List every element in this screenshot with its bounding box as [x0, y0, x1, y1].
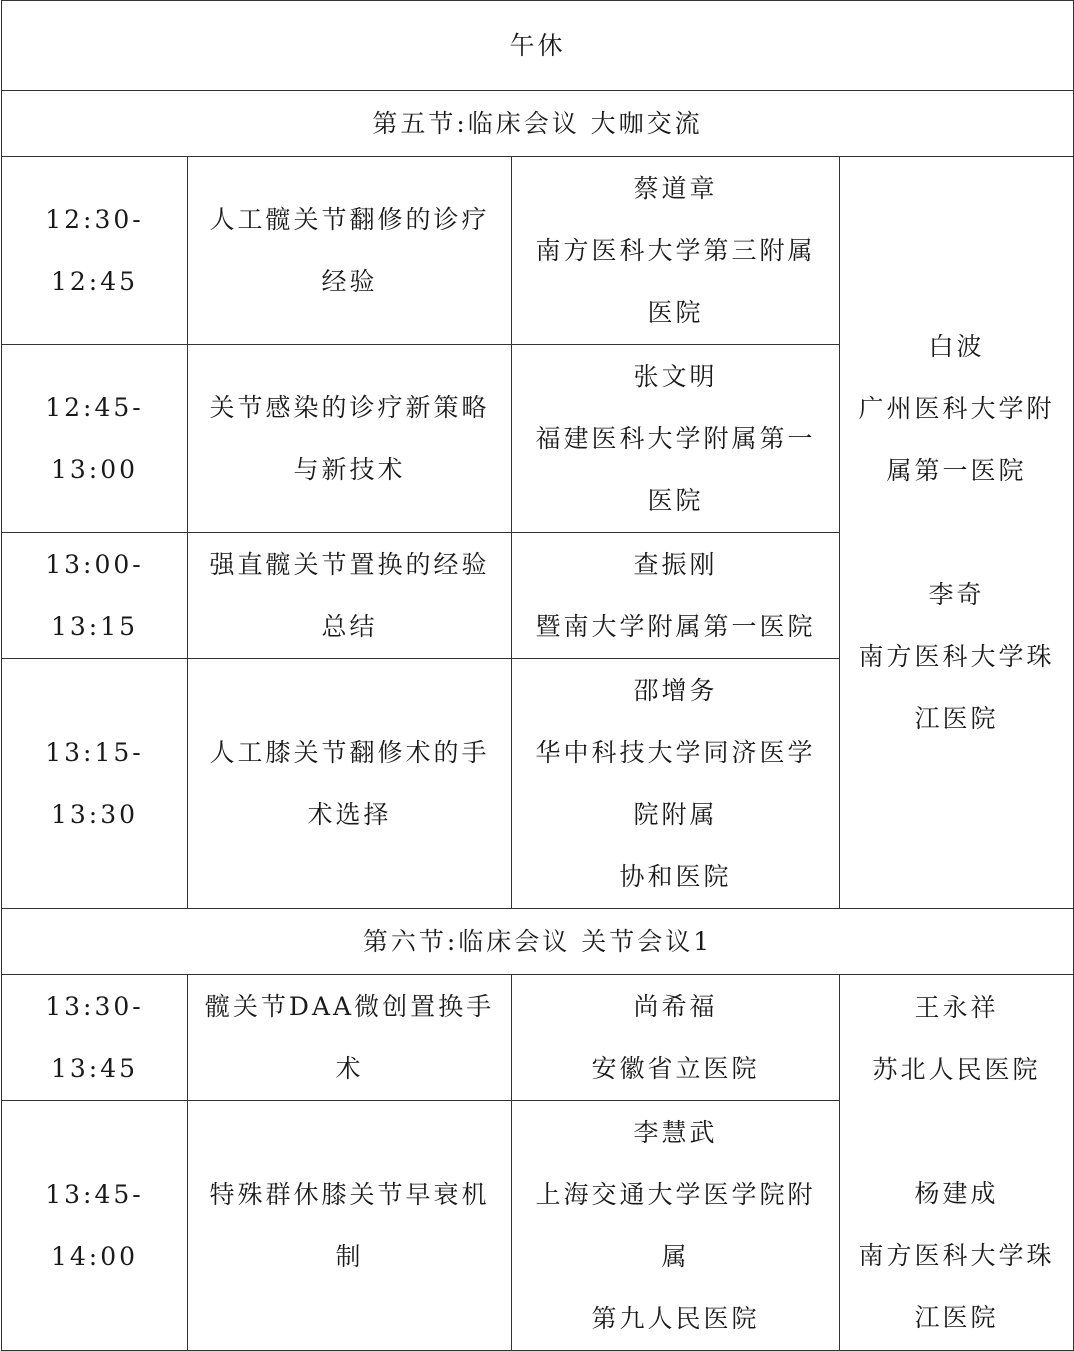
topic-line: 特殊群休膝关节早衰机	[209, 1179, 490, 1209]
speaker-name: 查振刚	[633, 549, 718, 579]
talk-topic	[188, 659, 512, 909]
topic-line: 经验	[321, 266, 378, 296]
time-slot: 13:00-13:15	[2, 533, 188, 659]
speaker	[512, 533, 840, 659]
moderator-name: 杨建成	[914, 1178, 999, 1208]
speaker	[512, 659, 840, 909]
speaker-affiliation: 安徽省立医院	[591, 1053, 760, 1083]
talk-topic	[188, 157, 512, 345]
moderator-name: 李奇	[928, 579, 985, 609]
topic-line: 人工膝关节翻修术的手	[209, 737, 490, 767]
moderator-spacer	[840, 1101, 1073, 1163]
speaker-name: 张文明	[633, 361, 718, 391]
moderator-affiliation: 江医院	[914, 1302, 999, 1332]
speaker-affiliation: 福建医科大学附属第一	[535, 423, 816, 453]
moderator-affiliation: 苏北人民医院	[872, 1054, 1041, 1084]
talk-topic	[188, 975, 512, 1101]
speaker-affiliation: 医院	[647, 485, 704, 515]
speaker-affiliation: 暨南大学附属第一医院	[535, 611, 816, 641]
speaker-name: 李慧武	[633, 1117, 718, 1147]
table-row	[2, 157, 1074, 345]
speaker-affiliation: 院附属	[633, 799, 718, 829]
moderators	[840, 975, 1074, 1351]
talk-topic	[188, 1101, 512, 1351]
speaker-affiliation: 华中科技大学同济医学	[535, 737, 816, 767]
speaker-affiliation: 上海交通大学医学院附	[535, 1179, 816, 1209]
section-header-row	[2, 91, 1074, 157]
moderator-affiliation: 南方医科大学珠	[858, 641, 1055, 671]
time-slot: 13:15-13:30	[2, 659, 188, 909]
speaker	[512, 1101, 840, 1351]
time-slot: 12:30-12:45	[2, 157, 188, 345]
speaker	[512, 345, 840, 533]
speaker-name: 邵增务	[633, 675, 718, 705]
schedule-table	[1, 0, 1074, 1351]
moderator-affiliation: 江医院	[914, 703, 999, 733]
speaker-affiliation: 属	[661, 1241, 690, 1271]
topic-line: 强直髋关节置换的经验	[209, 549, 490, 579]
moderator-spacer	[840, 502, 1073, 564]
topic-line: 总结	[321, 611, 378, 641]
topic-line: 关节感染的诊疗新策略	[209, 392, 490, 422]
break-label: 午休	[2, 1, 1074, 91]
table-row	[2, 975, 1074, 1101]
speaker-affiliation: 第九人民医院	[591, 1303, 760, 1333]
topic-line: 髋关节DAA微创置换手术	[204, 991, 495, 1083]
moderators	[840, 157, 1074, 909]
topic-line: 术选择	[307, 799, 392, 829]
time-slot: 13:45-14:00	[2, 1101, 188, 1351]
section-header-row	[2, 909, 1074, 975]
time-slot: 13:30-13:45	[2, 975, 188, 1101]
topic-line: 制	[335, 1241, 364, 1271]
speaker-affiliation: 南方医科大学第三附属	[535, 235, 816, 265]
section-title: 第六节:临床会议 关节会议1	[2, 909, 1074, 975]
moderator-affiliation: 南方医科大学珠	[858, 1240, 1055, 1270]
topic-line: 人工髋关节翻修的诊疗	[209, 204, 490, 234]
speaker	[512, 975, 840, 1101]
break-row	[2, 1, 1074, 91]
speaker-affiliation: 协和医院	[619, 861, 732, 891]
talk-topic	[188, 345, 512, 533]
moderator-name: 王永祥	[914, 992, 999, 1022]
speaker	[512, 157, 840, 345]
moderator-affiliation: 广州医科大学附	[858, 393, 1055, 423]
moderator-affiliation: 属第一医院	[886, 455, 1027, 485]
speaker-name: 尚希福	[633, 991, 718, 1021]
speaker-affiliation: 医院	[647, 297, 704, 327]
section-title: 第五节:临床会议 大咖交流	[2, 91, 1074, 157]
moderator-name: 白波	[928, 331, 985, 361]
talk-topic	[188, 533, 512, 659]
time-slot: 12:45-13:00	[2, 345, 188, 533]
topic-line: 与新技术	[293, 454, 406, 484]
speaker-name: 蔡道章	[633, 173, 718, 203]
